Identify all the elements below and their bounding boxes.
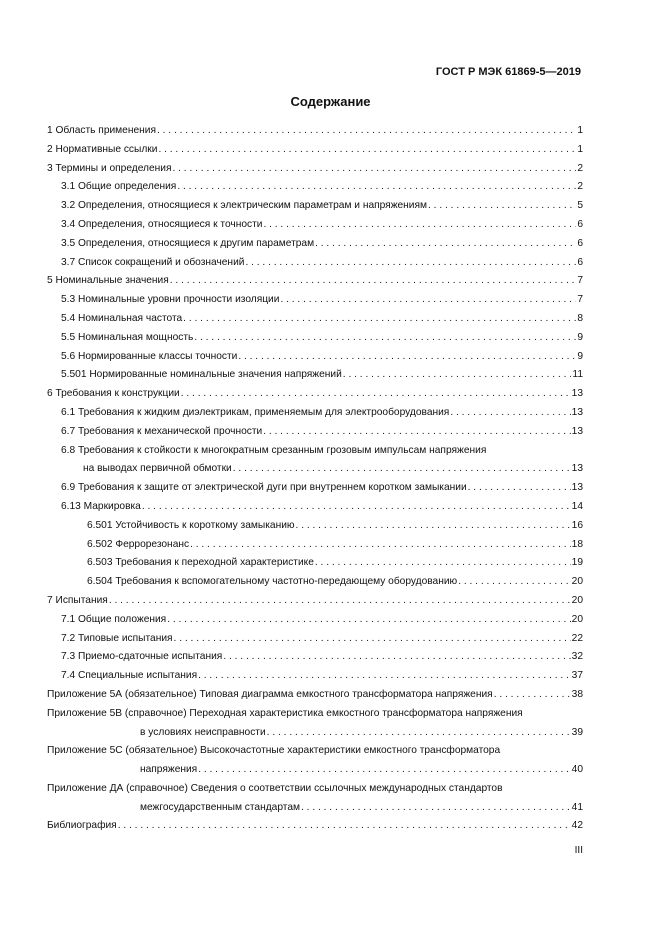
toc-entry-title: 6.7 Требования к механической прочности bbox=[61, 425, 263, 437]
toc-entry-title: 7 Испытания bbox=[47, 594, 108, 606]
toc-entry-title-continuation: в условиях неисправности bbox=[140, 726, 266, 738]
toc-page-number: 20 bbox=[571, 576, 583, 588]
toc-leader-dots bbox=[183, 310, 576, 329]
toc-entry-title: 3 Термины и определения bbox=[47, 162, 172, 174]
toc-entry[interactable] bbox=[47, 122, 583, 141]
toc-entry-title: 3.2 Определения, относящиеся к электрическим параметрам и напряжениям bbox=[61, 200, 428, 212]
toc-entry-title: 5.3 Номинальные уровни прочности изоляции bbox=[61, 294, 280, 306]
toc-page-number: 8 bbox=[577, 312, 583, 324]
toc-leader-dots bbox=[458, 573, 570, 592]
toc-page-number: 6 bbox=[577, 256, 583, 268]
toc-page-number: 18 bbox=[571, 538, 583, 550]
toc-page-number: 42 bbox=[571, 820, 583, 832]
toc-leader-dots bbox=[223, 648, 570, 667]
toc-page-number: 13 bbox=[571, 388, 583, 400]
toc-entry[interactable] bbox=[47, 254, 583, 273]
toc-entry[interactable] bbox=[47, 630, 583, 649]
toc-leader-dots bbox=[198, 667, 571, 686]
toc-entry[interactable] bbox=[47, 160, 583, 179]
toc-entry-title: 3.4 Определения, относящиеся к точности bbox=[61, 218, 263, 230]
page-title: Содержание bbox=[290, 94, 371, 109]
toc-page-number: 6 bbox=[577, 218, 583, 230]
toc-leader-dots bbox=[245, 254, 576, 273]
toc-leader-dots bbox=[190, 536, 571, 555]
toc-leader-dots bbox=[233, 460, 571, 479]
toc-entry-title: 6.13 Маркировка bbox=[61, 500, 141, 512]
toc-entry[interactable] bbox=[47, 592, 583, 611]
toc-leader-dots bbox=[198, 761, 570, 780]
toc-leader-dots bbox=[194, 329, 576, 348]
toc-entry-title-continuation: межгосударственным стандартам bbox=[140, 801, 300, 813]
toc-entry[interactable] bbox=[47, 197, 583, 216]
toc-leader-dots bbox=[263, 216, 576, 235]
toc-entry[interactable] bbox=[47, 178, 583, 197]
toc-leader-dots bbox=[181, 385, 571, 404]
toc-page-number: 14 bbox=[571, 500, 583, 512]
toc-entry-title: 1 Область применения bbox=[47, 125, 156, 136]
toc-leader-dots bbox=[157, 122, 576, 141]
toc-entry-title: 6 Требования к конструкции bbox=[47, 388, 180, 400]
toc-entry-title: 6.1 Требования к жидким диэлектрикам, применяемым для электрооборудования bbox=[61, 406, 450, 418]
toc-entry-title: 5 Номинальные значения bbox=[47, 275, 169, 287]
toc-leader-dots bbox=[177, 178, 576, 197]
toc-entry[interactable] bbox=[47, 686, 583, 705]
toc-entry[interactable] bbox=[47, 216, 583, 235]
toc-leader-dots bbox=[174, 630, 571, 649]
toc-page-number: 1 bbox=[577, 143, 583, 155]
toc-page-number: 5 bbox=[577, 200, 583, 212]
toc-entry[interactable] bbox=[47, 611, 583, 630]
toc-entry-title: 6.504 Требования к вспомогательному частотно-передающему оборудованию bbox=[87, 576, 458, 588]
table-of-contents bbox=[47, 122, 583, 836]
toc-entry-title: Приложение ДА (справочное) Сведения о соответствии ссылочных международных стандартов bbox=[47, 782, 503, 794]
toc-page-number: 32 bbox=[571, 651, 583, 663]
toc-entry-title: 6.8 Требования к стойкости к многократным срезанным грозовым импульсам напряжения bbox=[61, 444, 487, 456]
toc-entry-title: 3.5 Определения, относящиеся к другим параметрам bbox=[61, 237, 315, 249]
toc-entry-title: 7.1 Общие положения bbox=[61, 613, 167, 625]
toc-entry-title: 5.6 Нормированные классы точности bbox=[61, 350, 238, 362]
toc-entry-title-continuation: напряжения bbox=[140, 764, 198, 776]
toc-entry-title: 5.4 Номинальная частота bbox=[61, 312, 183, 324]
toc-page-number: 1 bbox=[577, 125, 583, 136]
toc-entry[interactable] bbox=[47, 705, 583, 743]
toc-entry-title: 7.3 Приемо-сдаточные испытания bbox=[61, 651, 223, 663]
toc-entry[interactable] bbox=[47, 310, 583, 329]
toc-page-number: 13 bbox=[571, 482, 583, 494]
toc-leader-dots bbox=[238, 348, 576, 367]
toc-entry-title: 6.503 Требования к переходной характеристике bbox=[87, 557, 314, 569]
page-number: III bbox=[574, 845, 583, 856]
toc-page-number: 7 bbox=[577, 294, 583, 306]
toc-entry[interactable] bbox=[47, 554, 583, 573]
toc-leader-dots bbox=[468, 479, 571, 498]
toc-page-number: 9 bbox=[577, 331, 583, 343]
toc-page-number: 40 bbox=[571, 764, 583, 776]
toc-page-number: 13 bbox=[571, 425, 583, 437]
toc-leader-dots bbox=[109, 592, 571, 611]
toc-leader-dots bbox=[428, 197, 576, 216]
toc-entry-title: 5.501 Нормированные номинальные значения напряжений bbox=[61, 369, 342, 381]
toc-entry[interactable] bbox=[47, 442, 583, 480]
toc-entry-title: 6.9 Требования к защите от электрической дуги при внутреннем коротком замыкании bbox=[61, 482, 467, 494]
toc-leader-dots bbox=[167, 611, 570, 630]
toc-entry[interactable] bbox=[47, 648, 583, 667]
toc-entry-title: 3.1 Общие определения bbox=[61, 181, 177, 193]
toc-page-number: 2 bbox=[577, 162, 583, 174]
toc-page-number: 19 bbox=[571, 557, 583, 569]
toc-entry[interactable] bbox=[47, 235, 583, 254]
toc-entry[interactable] bbox=[47, 667, 583, 686]
toc-entry-title: 6.502 Феррорезонанс bbox=[87, 538, 190, 550]
toc-entry-title: 3.7 Список сокращений и обозначений bbox=[61, 256, 245, 268]
toc-entry-title: 6.501 Устойчивость к короткому замыканию bbox=[87, 519, 295, 531]
toc-entry-title: Приложение 5С (обязательное) Высокочастотные характеристики емкостного трансформатора bbox=[47, 745, 501, 757]
toc-page-number: 7 bbox=[577, 275, 583, 287]
toc-leader-dots bbox=[158, 141, 576, 160]
toc-entry[interactable] bbox=[47, 404, 583, 423]
toc-leader-dots bbox=[280, 291, 576, 310]
toc-entry[interactable] bbox=[47, 517, 583, 536]
toc-entry-title-continuation: на выводах первичной обмотки bbox=[83, 463, 232, 475]
toc-leader-dots bbox=[450, 404, 570, 423]
toc-entry-title: 2 Нормативные ссылки bbox=[47, 143, 158, 155]
toc-entry[interactable] bbox=[47, 366, 583, 385]
toc-entry[interactable] bbox=[47, 742, 583, 780]
toc-page-number: 41 bbox=[571, 801, 583, 813]
toc-page-number: 22 bbox=[571, 632, 583, 644]
toc-leader-dots bbox=[142, 498, 571, 517]
toc-leader-dots bbox=[263, 423, 570, 442]
toc-leader-dots bbox=[494, 686, 571, 705]
toc-leader-dots bbox=[118, 817, 571, 836]
toc-page-number: 20 bbox=[571, 594, 583, 606]
toc-leader-dots bbox=[296, 517, 571, 536]
toc-entry[interactable] bbox=[47, 479, 583, 498]
toc-entry[interactable] bbox=[47, 329, 583, 348]
toc-leader-dots bbox=[315, 554, 571, 573]
toc-entry[interactable] bbox=[47, 348, 583, 367]
toc-page-number: 39 bbox=[571, 726, 583, 738]
toc-page-number: 6 bbox=[577, 237, 583, 249]
toc-entry-title: Приложение 5В (справочное) Переходная характеристика емкостного трансформатора напряжения bbox=[47, 707, 523, 719]
toc-leader-dots bbox=[301, 799, 571, 818]
toc-entry[interactable] bbox=[47, 573, 583, 592]
toc-leader-dots bbox=[343, 366, 572, 385]
toc-entry[interactable] bbox=[47, 780, 583, 818]
toc-entry[interactable] bbox=[47, 385, 583, 404]
toc-entry[interactable] bbox=[47, 498, 583, 517]
toc-page-number: 2 bbox=[577, 181, 583, 193]
toc-entry-title: 5.5 Номинальная мощность bbox=[61, 331, 194, 343]
toc-page-number: 16 bbox=[571, 519, 583, 531]
toc-page-number: 9 bbox=[577, 350, 583, 362]
toc-entry[interactable] bbox=[47, 423, 583, 442]
toc-entry-title: 7.2 Типовые испытания bbox=[61, 632, 173, 644]
toc-page-number: 13 bbox=[571, 406, 583, 418]
toc-entry-title: Библиография bbox=[47, 820, 117, 832]
toc-leader-dots bbox=[170, 272, 577, 291]
toc-entry[interactable] bbox=[47, 817, 583, 836]
toc-entry[interactable] bbox=[47, 272, 583, 291]
toc-page-number: 11 bbox=[572, 369, 583, 381]
toc-page-number: 20 bbox=[571, 613, 583, 625]
toc-leader-dots bbox=[267, 724, 571, 743]
toc-page-number: 38 bbox=[571, 688, 583, 700]
toc-entry-title: Приложение 5А (обязательное) Типовая диаграмма емкостного трансформатора напряжения bbox=[47, 688, 493, 700]
toc-entry-title: 7.4 Специальные испытания bbox=[61, 670, 198, 682]
toc-page-number: 37 bbox=[571, 670, 583, 682]
toc-entry[interactable] bbox=[47, 141, 583, 160]
toc-entry[interactable] bbox=[47, 291, 583, 310]
toc-leader-dots bbox=[172, 160, 576, 179]
document-id: ГОСТ Р МЭК 61869-5—2019 bbox=[435, 66, 581, 78]
toc-entry[interactable] bbox=[47, 536, 583, 555]
toc-page-number: 13 bbox=[571, 463, 583, 475]
toc-leader-dots bbox=[315, 235, 576, 254]
